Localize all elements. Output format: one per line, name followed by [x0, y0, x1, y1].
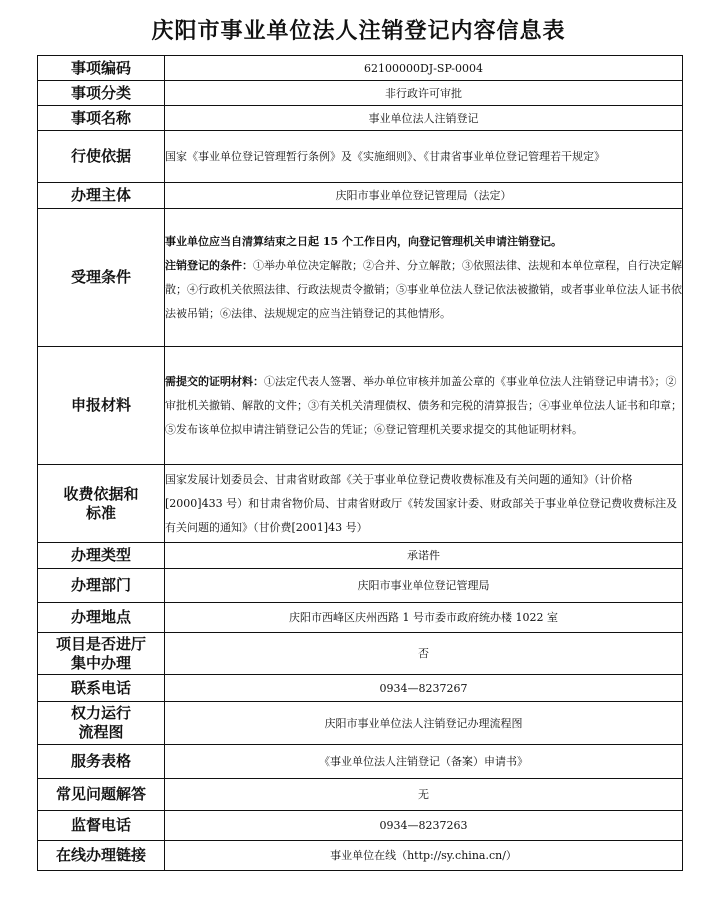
materials-sub-label: 需提交的证明材料： — [165, 374, 264, 388]
form-value: 《事业单位法人注销登记（备案）申请书》 — [165, 745, 683, 779]
dept-value: 庆阳市事业单位登记管理局 — [165, 569, 683, 603]
conditions-sub-label: 注销登记的条件： — [165, 258, 253, 272]
place-value: 庆阳市西峰区庆州西路 1 号市委市政府统办楼 1022 室 — [165, 603, 683, 633]
subject-value: 庆阳市事业单位登记管理局（法定） — [165, 183, 683, 209]
flow-label-line1: 权力运行 — [70, 704, 131, 722]
category-label: 事项分类 — [38, 81, 165, 106]
row-category — [38, 81, 683, 106]
materials-text: ①法定代表人签署、举办单位审核并加盖公章的《事业单位法人注销登记申请书》；②审批机关撤销、解散的文件；③有关机关清理债权、债务和完税的清算报告；④事业单位法人证书和印章；⑤发布该单位拟申请注销登记公告的凭证；⑥登记管理机关要求提交的其他证明材料。 — [165, 374, 682, 436]
conditions-text: ①举办单位决定解散；②合并、分立解散；③依照法律、法规和本单位章程，自行决定解散；④行政机关依照法律、行政法规责令撤销；⑤事业单位法人登记依法被撤销，或者事业单位法人证书依法被吊销；⑥法律、法规规定的应当注销登记的其他情形。 — [165, 258, 682, 320]
basis-label: 行使依据 — [38, 131, 165, 183]
online-label: 在线办理链接 — [38, 841, 165, 871]
faq-value: 无 — [165, 779, 683, 811]
place-label: 办理地点 — [38, 603, 165, 633]
row-place — [38, 603, 683, 633]
conditions-value — [165, 209, 683, 347]
phone-label: 联系电话 — [38, 675, 165, 702]
phone-value: 0934—8237267 — [165, 675, 683, 702]
dept-label: 办理部门 — [38, 569, 165, 603]
row-fee — [38, 465, 683, 543]
row-basis — [38, 131, 683, 183]
page-title: 庆阳市事业单位法人注销登记内容信息表 — [151, 19, 566, 44]
row-name — [38, 106, 683, 131]
row-dept — [38, 569, 683, 603]
basis-value: 国家《事业单位登记管理暂行条例》及《实施细则》、《甘肃省事业单位登记管理若干规定》 — [165, 131, 683, 183]
materials-value — [165, 347, 683, 465]
flow-label — [38, 702, 165, 745]
central-label-line2: 集中办理 — [70, 653, 131, 672]
row-phone — [38, 675, 683, 702]
faq-label: 常见问题解答 — [38, 779, 165, 811]
category-value: 非行政许可审批 — [165, 81, 683, 106]
online-value: 事业单位在线（http://sy.china.cn/） — [165, 841, 683, 871]
central-label-line1: 项目是否进厅 — [55, 634, 146, 653]
materials-label: 申报材料 — [38, 347, 165, 465]
row-faq — [38, 779, 683, 811]
fee-label-line1: 收费依据和 — [63, 484, 139, 503]
row-flow — [38, 702, 683, 745]
fee-label-line2: 标准 — [85, 503, 116, 522]
info-table — [37, 55, 683, 871]
supervise-label: 监督电话 — [38, 811, 165, 841]
fee-label — [38, 465, 165, 543]
name-label: 事项名称 — [38, 106, 165, 131]
conditions-label: 受理条件 — [38, 209, 165, 347]
row-conditions — [38, 209, 683, 347]
row-form — [38, 745, 683, 779]
row-online — [38, 841, 683, 871]
flow-value: 庆阳市事业单位法人注销登记办理流程图 — [165, 702, 683, 745]
row-materials — [38, 347, 683, 465]
fee-value: 国家发展计划委员会、甘肃省财政部《关于事业单位登记费收费标准及有关问题的通知》（计价格[2000]433 号）和甘肃省物价局、甘肃省财政厅《转发国家计委、财政部关于事业单位登记费收费标注及有关问题的通知》（甘价费[2001]43 号） — [165, 465, 683, 543]
type-label: 办理类型 — [38, 543, 165, 569]
name-value: 事业单位法人注销登记 — [165, 106, 683, 131]
supervise-value: 0934—8237263 — [165, 811, 683, 841]
type-value: 承诺件 — [165, 543, 683, 569]
row-code — [38, 56, 683, 81]
row-central — [38, 633, 683, 675]
code-value: 62100000DJ-SP-0004 — [165, 56, 683, 81]
subject-label: 办理主体 — [38, 183, 165, 209]
flow-label-line2: 流程图 — [78, 723, 124, 741]
conditions-lead: 事业单位应当自清算结束之日起 15 个工作日内，向登记管理机关申请注销登记。 — [165, 234, 562, 248]
central-label — [38, 633, 165, 675]
form-label: 服务表格 — [38, 745, 165, 779]
row-type — [38, 543, 683, 569]
row-supervise — [38, 811, 683, 841]
central-value: 否 — [165, 633, 683, 675]
row-subject — [38, 183, 683, 209]
code-label: 事项编码 — [38, 56, 165, 81]
